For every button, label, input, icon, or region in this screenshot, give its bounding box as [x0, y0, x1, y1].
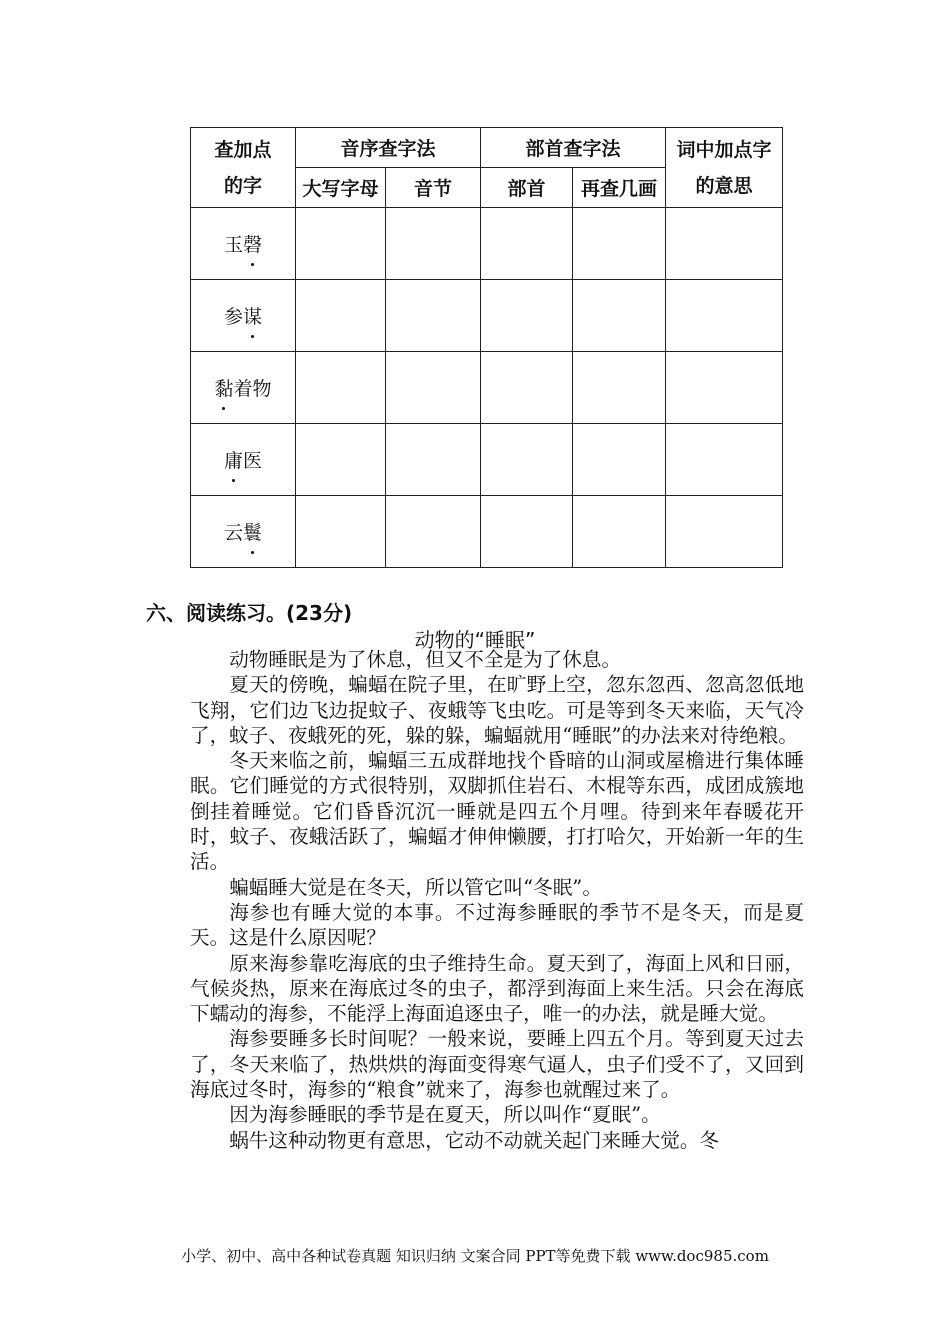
- answer-cell[interactable]: [573, 496, 666, 568]
- header-capital-label: 大写字母: [302, 178, 379, 200]
- answer-cell[interactable]: [481, 496, 573, 568]
- header-char-col: [191, 128, 296, 208]
- dotted-char: 庸: [224, 446, 243, 473]
- word-cell: 庸医: [191, 424, 296, 496]
- answer-cell[interactable]: [386, 424, 481, 496]
- answer-cell[interactable]: [666, 424, 783, 496]
- answer-cell[interactable]: [386, 496, 481, 568]
- section-title: 六、阅读练习。(23分): [146, 601, 353, 625]
- answer-cell[interactable]: [666, 280, 783, 352]
- header-phonetic-label: 音序查字法: [340, 138, 436, 160]
- answer-cell[interactable]: [481, 280, 573, 352]
- paragraph: 蝙蝠睡大觉是在冬天，所以管它叫“冬眠”。: [229, 875, 602, 899]
- paragraph: 动物睡眠是为了休息，但又不全是为了休息。: [229, 648, 622, 671]
- answer-cell[interactable]: [296, 280, 386, 352]
- paragraph: 蜗牛这种动物更有意思，它动不动就关起门来睡大觉。冬: [229, 1128, 720, 1152]
- paragraph: 夏天的傍晚，蝙蝠在院子里，在旷野上空，忽东忽西、忽高忽低地飞翔，它们边飞边捉蚊子、夜蛾等飞虫吃。可是等到冬天来临，天气冷了，蚊子、夜蛾死的死，躲的躲，蝙蝠就用“睡眠”的办法来对待绝粮。: [190, 673, 804, 747]
- article-title: 动物的“睡眠”: [414, 628, 536, 652]
- header-radical: [481, 168, 573, 208]
- answer-cell[interactable]: [481, 352, 573, 424]
- answer-cell[interactable]: [666, 352, 783, 424]
- table-row: [191, 208, 783, 280]
- dotted-char: 鬟: [243, 518, 262, 545]
- header-capital-letter: [296, 168, 386, 208]
- answer-cell[interactable]: [573, 424, 666, 496]
- paragraph: 海参要睡多长时间呢？一般来说，要睡上四五个月。等到夏天过去了，冬天来临了，热烘烘的海面变得寒气逼人，虫子们受不了，又回到海底过冬时，海参的“粮食”就来了，海参也就醒过来了。: [190, 1027, 804, 1102]
- footer-banner: 小学、初中、高中各种试卷真题 知识归纳 文案合同 PPT等免费下载 www.doc985.com: [181, 1247, 769, 1265]
- answer-cell[interactable]: [296, 424, 386, 496]
- header-radical-label: 部首查字法: [525, 138, 621, 160]
- answer-cell[interactable]: [386, 280, 481, 352]
- answer-cell[interactable]: [386, 352, 481, 424]
- header-radical-group: [481, 128, 666, 168]
- header-strokes-label: 再查几画: [581, 178, 658, 200]
- dotted-char: 谋: [243, 302, 262, 329]
- answer-cell[interactable]: [481, 208, 573, 280]
- table-row: [191, 352, 783, 424]
- word-cell: 参谋: [191, 280, 296, 352]
- dotted-char: 磬: [243, 230, 262, 257]
- answer-cell[interactable]: [296, 352, 386, 424]
- header-syllable-label: 音节: [414, 178, 453, 200]
- word-cell: 黏着物: [191, 352, 296, 424]
- header-radical-sub-label: 部首: [507, 178, 546, 200]
- answer-cell[interactable]: [296, 208, 386, 280]
- paragraph: 原来海参靠吃海底的虫子维持生命。夏天到了，海面上风和日丽，气候炎热，原来在海底过冬的虫子，都浮到海面上来生活。只会在海底下蠕动的海参，不能浮上海面追逐虫子，唯一的办法，就是睡大觉。: [190, 951, 804, 1026]
- answer-cell[interactable]: [386, 208, 481, 280]
- answer-cell[interactable]: [481, 424, 573, 496]
- table-row: [191, 280, 783, 352]
- header-syllable: [386, 168, 481, 208]
- paragraph: 冬天来临之前，蝙蝠三五成群地找个昏暗的山洞或屋檐进行集体睡眠。它们睡觉的方式很特别，双脚抓住岩石、木棍等东西，成团成簇地倒挂着睡觉。它们昏昏沉沉一睡就是四五个月哩。待到来年春暖花开时，蚊子、夜蛾活跃了，蝙蝠才伸伸懒腰，打打哈欠，开始新一年的生活。: [190, 749, 804, 874]
- word-cell: 玉磬: [191, 208, 296, 280]
- word-cell: 云鬟: [191, 496, 296, 568]
- header-char-label: 查加点 的字: [214, 138, 272, 197]
- paragraph: 因为海参睡眠的季节是在夏天，所以叫作“夏眠”。: [229, 1103, 661, 1127]
- answer-cell[interactable]: [573, 352, 666, 424]
- dotted-char: 黏: [214, 374, 233, 401]
- table-row: [191, 496, 783, 568]
- lookup-table: [190, 127, 783, 568]
- table-row: [191, 424, 783, 496]
- answer-cell[interactable]: [573, 208, 666, 280]
- header-phonetic-group: [296, 128, 481, 168]
- answer-cell[interactable]: [666, 496, 783, 568]
- answer-cell[interactable]: [296, 496, 386, 568]
- answer-cell[interactable]: [573, 280, 666, 352]
- article-body: [190, 647, 804, 1153]
- header-strokes: [573, 168, 666, 208]
- header-meaning-col: [666, 128, 783, 208]
- header-meaning-label: 词中加点字 的意思: [676, 138, 772, 197]
- paragraph: 海参也有睡大觉的本事。不过海参睡眠的季节不是冬天，而是夏天。这是什么原因呢？: [190, 900, 804, 950]
- answer-cell[interactable]: [666, 208, 783, 280]
